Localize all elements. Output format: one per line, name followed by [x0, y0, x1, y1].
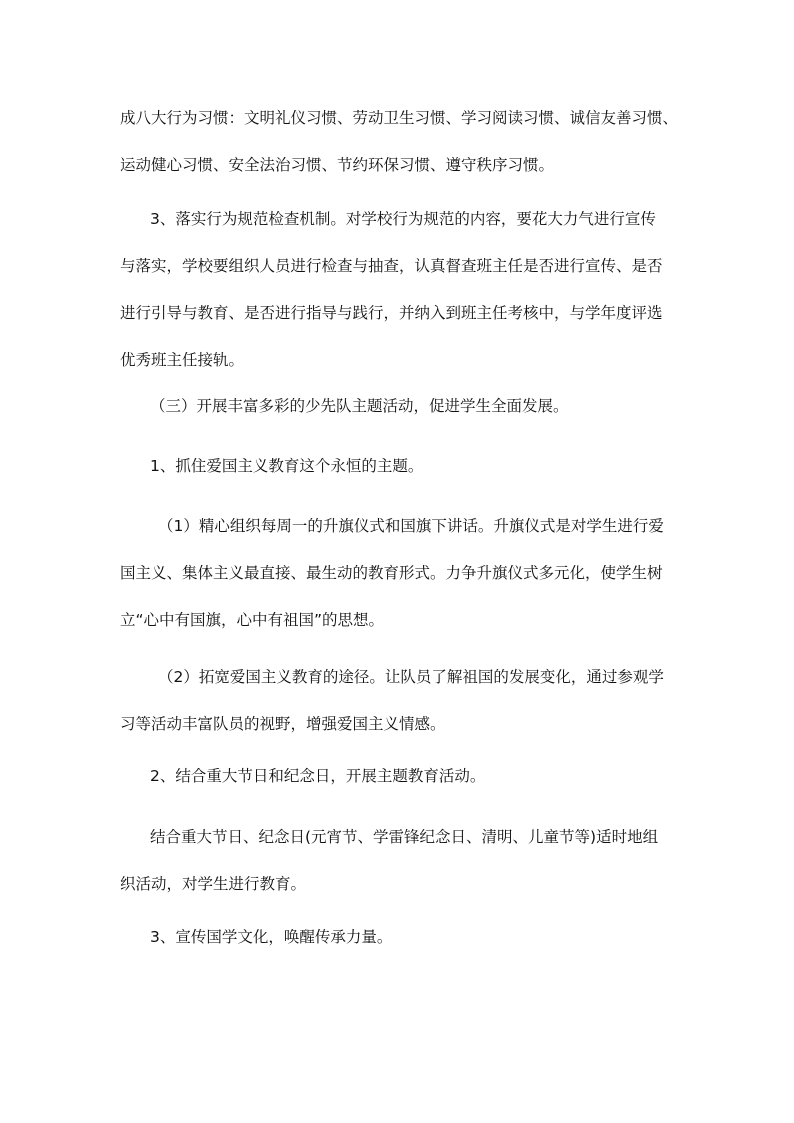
- subheading-patriotism: [120, 443, 680, 490]
- paragraph-line: （三）开展丰富多彩的少先队主题活动，促进学生全面发展。: [150, 397, 569, 415]
- section-heading-three: [120, 383, 680, 430]
- paragraph-line: 3、宣传国学文化，唤醒传承力量。: [150, 928, 393, 946]
- paragraph-line: （2）拓宽爱国主义教育的途径。让队员了解祖国的发展变化，通过参观学: [158, 668, 664, 686]
- paragraph-line: 结合重大节日、纪念日(元宵节、学雷锋纪念日、清明、儿童节等)适时地组: [150, 828, 659, 846]
- paragraph-line: 国主义、集体主义最直接、最生动的教育形式。力争升旗仪式多元化，使学生树: [120, 564, 663, 582]
- paragraph-inspection-mechanism: [120, 196, 680, 384]
- paragraph-line: 织活动，对学生进行教育。: [120, 875, 307, 893]
- paragraph-line: 习等活动丰富队员的视野，增强爱国主义情感。: [120, 715, 446, 733]
- paragraph-festival-activities: [120, 814, 680, 908]
- paragraph-line: 立“心中有国旗，心中有祖国”的思想。: [120, 611, 385, 629]
- paragraph-flag-ceremony: [120, 503, 680, 644]
- paragraph-line: 进行引导与教育、是否进行指导与践行，并纳入到班主任考核中，与学年度评选: [120, 304, 663, 322]
- paragraph-line: （1）精心组织每周一的升旗仪式和国旗下讲话。升旗仪式是对学生进行爱: [158, 517, 664, 535]
- paragraph-line: 运动健心习惯、安全法治习惯、节约环保习惯、遵守秩序习惯。: [120, 156, 555, 174]
- paragraph-line: 1、抓住爱国主义教育这个永恒的主题。: [150, 457, 424, 475]
- paragraph-patriotic-channels: [120, 654, 680, 748]
- paragraph-line: 与落实，学校要组织人员进行检查与抽查，认真督查班主任是否进行宣传、是否: [120, 257, 663, 275]
- paragraph-line: 优秀班主任接轨。: [120, 351, 245, 369]
- paragraph-line: 3、落实行为规范检查机制。对学校行为规范的内容，要花大力气进行宣传: [150, 210, 656, 228]
- paragraph-habits: [120, 95, 680, 189]
- paragraph-line: 成八大行为习惯：文明礼仪习惯、劳动卫生习惯、学习阅读习惯、诚信友善习惯、: [120, 109, 679, 127]
- paragraph-line: 2、结合重大节日和纪念日，开展主题教育活动。: [150, 767, 486, 785]
- subheading-festivals: [120, 753, 680, 800]
- subheading-chinese-culture: [120, 914, 680, 961]
